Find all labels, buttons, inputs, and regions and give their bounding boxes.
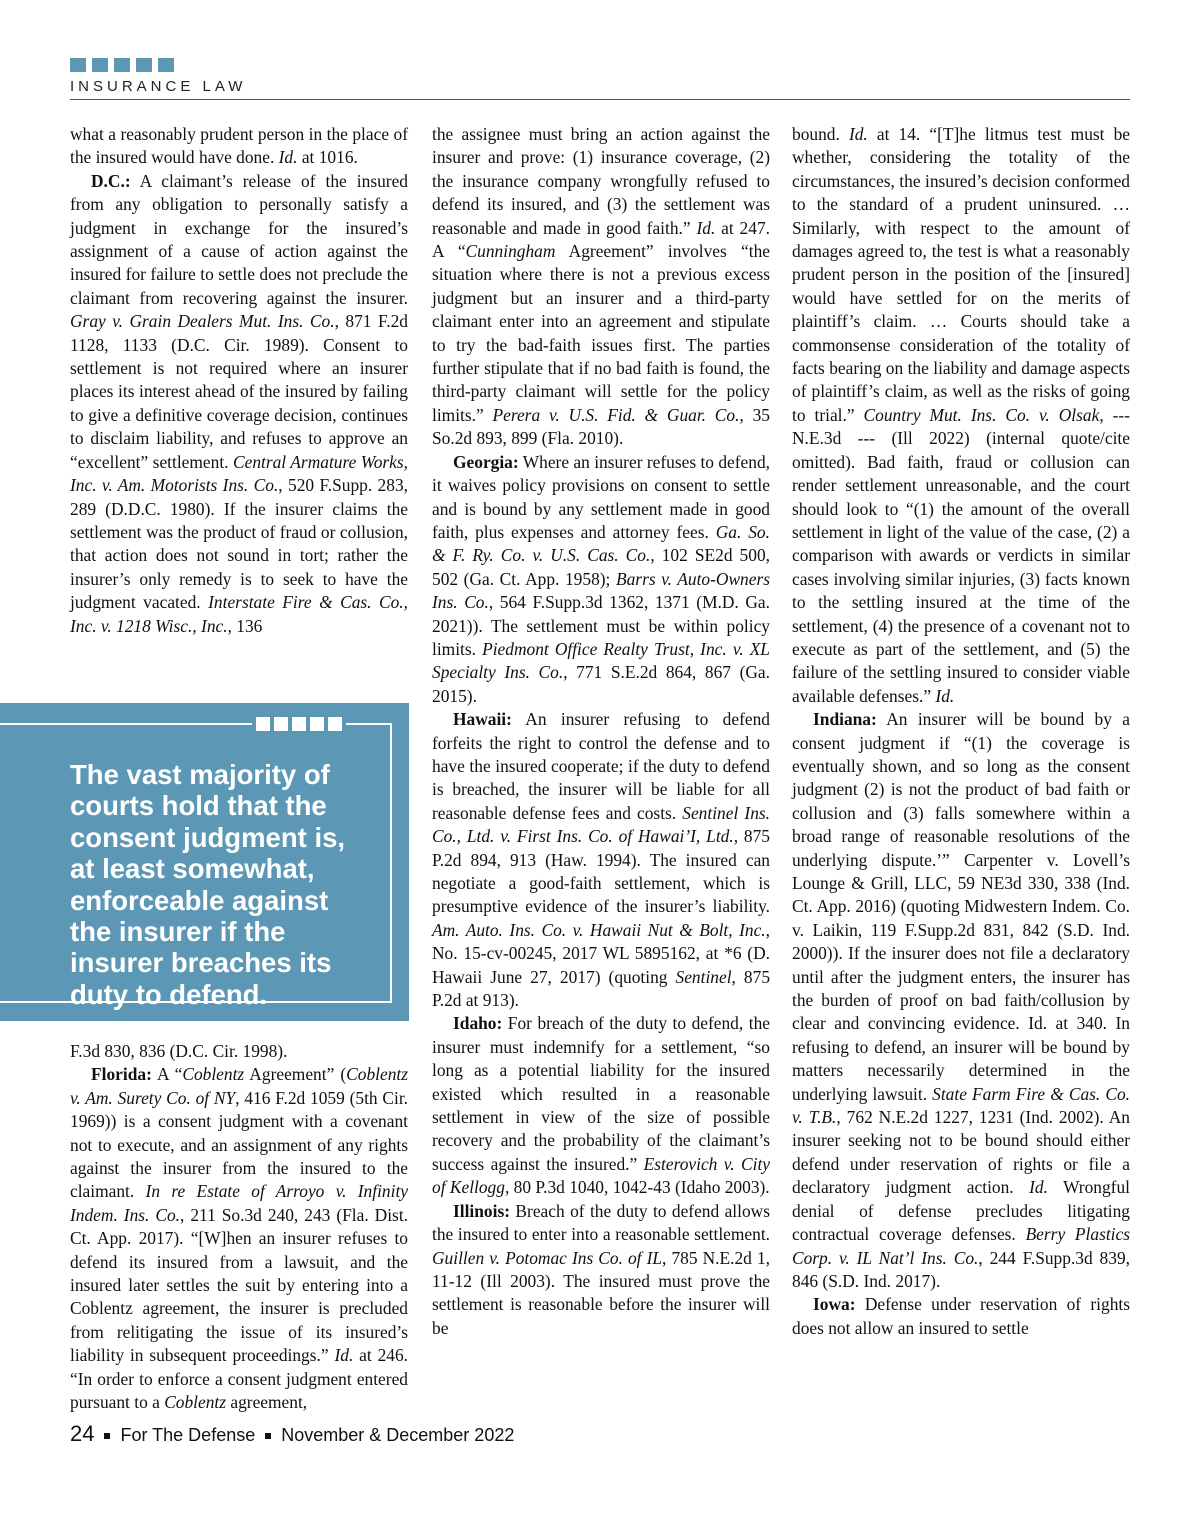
pull-quote (0, 703, 409, 1021)
column-1-top (70, 123, 408, 638)
text-run: , 211 So.3d 240, 243 (Fla. Dist. Ct. App. 2017). “[W]hen an insurer refuses to defend its insured from a lawsuit, and the insured later settles the suit by entering into a Coblentz agreement, the insurer is precluded from relitigating the issue of its insured’s liability in subsequent proceedings.” (70, 1204, 408, 1366)
citation-italic: Perera v. U.S. Fid. & Guar. Co. (492, 404, 740, 425)
column-1-bottom (70, 1040, 408, 1415)
pull-quote-squares-ornament (252, 717, 346, 731)
text-run: , 771 S.E.2d 864, 867 (Ga. 2015). (432, 662, 770, 706)
text-run: Agreement” ( (244, 1064, 347, 1085)
text-run: Wrongful denial of defense precludes litigating contractual coverage defenses. (792, 1177, 1131, 1245)
citation-italic: Id. (278, 147, 298, 168)
text-run: For breach of the duty to defend, the insurer must indemnify for a settlement, “so long as a potential liability for the insured existed which resulted in a reasonable settlement in view of the size of possible recovery and the probability of the claimant’s success against the insured.” (432, 1013, 770, 1174)
paragraph (792, 123, 1130, 708)
text-run: , 875 P.2d 894, 913 (Haw. 1994). The insured can negotiate a good-faith settlement, which is presumptive evidence of the insurer’s liability. (432, 826, 771, 917)
state-heading: Indiana: (813, 709, 877, 730)
text-run: , --- N.E.3d --- (Ill 2022) (internal quote/cite omitted). Bad faith, fraud or collusion can render settlement unreasonable, and the court should look to “(1) the amount of the overall settlement in light of the value of the case, (2) a comparison with awards or verdicts in similar cases involving similar injuries, (3) facts known to the settling insured at the time of the settlement, (4) the presence of a covenant not to execute as part of the settlement, and (5) the failure of the settling insured to consider viable available defenses.” (792, 404, 1130, 706)
paragraph (792, 1293, 1130, 1340)
citation-italic: State Farm Fire & Cas. Co. v. T.B. (792, 1083, 1131, 1128)
text-run: at 247. A “ (432, 217, 770, 262)
citation-italic: Coblentz v. Am. Surety Co. of NY (70, 1064, 408, 1108)
section-label: INSURANCE LAW (70, 78, 247, 95)
citation-italic: Esterovich v. City of Kellogg (432, 1153, 770, 1198)
text-run: , 80 P.3d 1040, 1042-43 (Idaho 2003). (504, 1177, 770, 1198)
text-run: agreement, (226, 1392, 308, 1413)
citation-italic: Country Mut. Ins. Co. v. Olsak (863, 404, 1100, 425)
paragraph (432, 708, 770, 1012)
text-run: at 246. “In order to enforce a consent judgment entered pursuant to a (70, 1345, 409, 1413)
state-heading: Iowa: (813, 1294, 856, 1315)
citation-italic: Barrs v. Auto-Owners Ins. Co. (432, 568, 770, 613)
text-run: Breach of the duty to defend allows the insured to enter into a reasonable settlement. (432, 1200, 770, 1245)
citation-italic: Sentinel Ins. Co., Ltd. v. First Ins. Co. of Hawai’I, Ltd. (432, 802, 770, 847)
text-run: , 520 F.Supp. 283, 289 (D.D.C. 1980). If the insurer claims the settlement was the product of fraud or collusion, that action does not sound in tort; rather the insurer’s only remedy is to seek to have the judgment vacated. (70, 475, 408, 613)
text-run: An insurer refusing to defend forfeits the right to control the defense and to have the insured cooperate; if the duty to defend is breached, the insurer will be liable for all reasonable defense fees and costs. (432, 709, 770, 823)
paragraph (432, 1200, 770, 1340)
citation-italic: Id. (935, 685, 955, 706)
text-run: , 136 (227, 615, 263, 636)
state-heading: D.C.: (91, 170, 131, 191)
paragraph (432, 451, 770, 708)
text-run: , 35 So.2d 893, 899 (Fla. 2010). (432, 404, 771, 449)
paragraph (432, 1012, 770, 1199)
text-run: An insurer will be bound by a consent judgment if “(1) the coverage is eventually shown, and so long as the consent judgment (2) is not the product of bad faith or collusion and (3) falls somewhere within a broad range of reasonable resolutions of the underlying dispute.’” Carpenter v. Lovell’s Lounge & Grill, LLC, 59 NE3d 330, 338 (Ind. Ct. App. 2016) (quoting Midwestern Indem. Co. v. Laikin, 119 F.Supp.2d 831, 842 (S.D. Ind. 2000)). If the insurer does not file a declaratory until after the judgment enters, the insurer has the burden of proof on bad faith/collusion by clear and convincing evidence. Id. at 340. In refusing to defend, an insurer will be bound by matters necessarily determined in the underlying lawsuit. (792, 709, 1130, 1104)
page-number: 24 (70, 1421, 95, 1446)
citation-italic: Coblentz (182, 1064, 245, 1085)
text-run: , 416 F.2d 1059 (5th Cir. 1969)) is a consent judgment with a covenant not to execute, and an assignment of any rights against the insurer from the insured to the claimant. (70, 1087, 409, 1202)
text-run: , 785 N.E.2d 1, 11-12 (Ill 2003). The insured must prove the settlement is reasonable before the insurer will be (432, 1247, 770, 1338)
header-rule (70, 99, 1130, 100)
paragraph (70, 1063, 408, 1414)
text-run: Agreement” involves “the situation where there is not a previous excess judgment but an insurer and a third-party claimant enter into an agreement and stipulate to try the bad-faith issues first. The parties further stipulate that if no bad faith is found, the third-party claimant will settle for the policy limits.” (432, 241, 770, 425)
state-heading: Georgia: (453, 451, 519, 472)
citation-italic: Berry Plastics Corp. v. IL Nat’l Ins. Co. (792, 1224, 1131, 1268)
citation-italic: Id. (1029, 1177, 1048, 1198)
text-run: F.3d 830, 836 (D.C. Cir. 1998). (70, 1041, 288, 1061)
text-run: , 875 P.2d at 913). (432, 966, 771, 1011)
citation-italic: Cunningham (465, 241, 556, 262)
state-heading: Florida: (91, 1064, 152, 1085)
footer-bullet (265, 1433, 271, 1439)
pull-quote-frame (0, 723, 392, 1010)
citation-italic: Sentinel (675, 966, 732, 987)
state-heading: Illinois: (453, 1200, 511, 1221)
header-squares-ornament (70, 58, 174, 72)
text-run: at 14. “[T]he litmus test must be whether, considering the totality of the circumstances, the insured’s decision conformed to the standard of a prudent uninsured. … Similarly, with respect to the amount of damages agreed to, the test is what a reasonably prudent person in the position of the [insured] would have settled for on the merits of plaintiff’s claim. … Courts should take a commonsense consideration of the totality of facts bearing on the liability and damage aspects of plaintiff’s claim, as well as the risks of going to trial.” (792, 124, 1131, 425)
citation-italic: Am. Auto. Ins. Co. v. Hawaii Nut & Bolt, Inc. (432, 919, 766, 940)
state-heading: Idaho: (453, 1013, 503, 1034)
citation-italic: Id. (848, 124, 868, 144)
text-run: A “ (151, 1064, 183, 1085)
issue-date: November & December 2022 (281, 1425, 515, 1445)
citation-italic: Guillen v. Potomac Ins Co. of IL (432, 1247, 663, 1268)
text-run: Defense under reservation of rights does not allow an insured to settle (792, 1294, 1130, 1338)
state-heading: Hawaii: (453, 709, 512, 730)
column-2 (432, 123, 770, 1340)
citation-italic: Ga. So. & F. Ry. Co. v. U.S. Cas. Co. (432, 521, 770, 566)
citation-italic: Gray v. Grain Dealers Mut. Ins. Co. (70, 311, 335, 332)
text-run: Where an insurer refuses to defend, it waives policy provisions on consent to settle and is bound by any settlement made in good faith, plus expenses and attorney fees. (432, 451, 770, 542)
footer-bullet (104, 1433, 110, 1439)
text-run: A claimant’s release of the insured from any obligation to personally satisfy a judgment in exchange for the insured’s assignment of a cause of action against the insured for failure to settle does not preclude the claimant from recovering against the insurer. (70, 170, 408, 308)
paragraph (70, 123, 408, 170)
citation-italic: Id. (696, 217, 716, 238)
text-run: at 1016. (297, 147, 358, 168)
text-run: what a reasonably prudent person in the place of the insured would have done. (70, 124, 408, 168)
column-3 (792, 123, 1130, 1340)
text-run: , No. 15-cv-00245, 2017 WL 5895162, at *6 (D. Hawaii June 27, 2017) (quoting (432, 919, 770, 987)
citation-italic: Id. (334, 1345, 354, 1366)
text-run: , 564 F.Supp.3d 1362, 1371 (M.D. Ga. 2021)). The settlement must be within policy limits. (432, 592, 771, 659)
citation-italic: Piedmont Office Realty Trust, Inc. v. XL Specialty Ins. Co. (432, 638, 770, 683)
text-run: the assignee must bring an action against the insurer and prove: (1) insurance coverage, (2) the insurance company wrongfully refused to defend its insured, and (3) the settlement was reasonable and made in good faith.” (432, 124, 770, 238)
text-run: bound. (792, 124, 849, 144)
citation-italic: Interstate Fire & Cas. Co., Inc. v. 1218 Wisc., Inc. (70, 592, 408, 636)
pull-quote-text: The vast majority of courts hold that the consent judgment is, at least somewhat, enforceable against the insurer if the insurer breaches its duty to defend. (70, 759, 346, 1010)
paragraph (432, 123, 770, 451)
publication-name: For The Defense (120, 1425, 256, 1445)
paragraph (792, 708, 1130, 1293)
citation-italic: In re Estate of Arroyo v. Infinity Indem. Ins. Co. (70, 1181, 408, 1225)
text-run: , 102 SE2d 500, 502 (Ga. Ct. App. 1958); (432, 545, 770, 589)
paragraph (70, 170, 408, 638)
text-run: , 871 F.2d 1128, 1133 (D.C. Cir. 1989). Consent to settlement is not required where an insurer places its interest ahead of the insured by failing to give a definitive coverage decision, continues to disclaim liability, and refuses to approve an “excellent” settlement. (70, 311, 408, 472)
citation-italic: Coblentz (164, 1392, 227, 1413)
text-run: , 244 F.Supp.3d 839, 846 (S.D. Ind. 2017). (792, 1247, 1130, 1291)
text-run: , 762 N.E.2d 1227, 1231 (Ind. 2002). An insurer seeking not to be bound should either defend under reservation of rights or file a declaratory judgment action. (792, 1107, 1130, 1198)
citation-italic: Central Armature Works, Inc. v. Am. Motorists Ins. Co. (70, 451, 408, 496)
page-footer (70, 1421, 514, 1447)
paragraph (70, 1040, 408, 1063)
